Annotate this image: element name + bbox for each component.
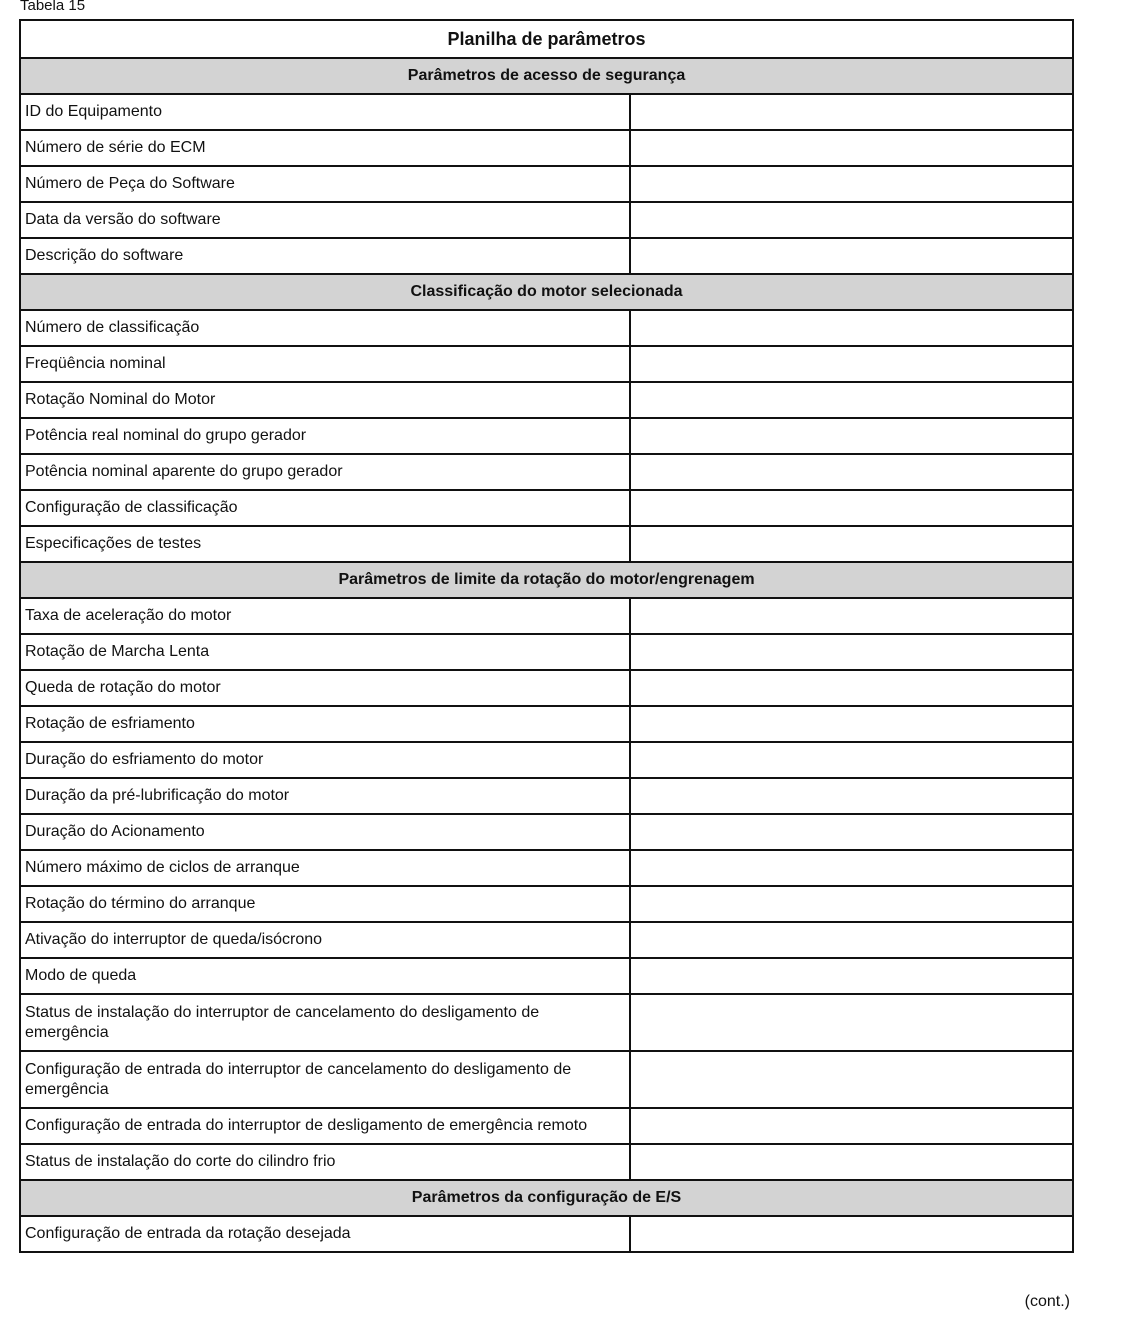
parameter-value-cell[interactable] bbox=[630, 814, 1073, 850]
parameter-label: Potência real nominal do grupo gerador bbox=[20, 418, 630, 454]
section-heading: Parâmetros da configuração de E/S bbox=[20, 1180, 1073, 1216]
parameter-value-cell[interactable] bbox=[630, 418, 1073, 454]
parameter-label: Número de classificação bbox=[20, 310, 630, 346]
parameter-label: Taxa de aceleração do motor bbox=[20, 598, 630, 634]
parameter-label: Número de Peça do Software bbox=[20, 166, 630, 202]
parameter-label: Rotação Nominal do Motor bbox=[20, 382, 630, 418]
parameter-label: Configuração de entrada da rotação desejada bbox=[20, 1216, 630, 1252]
section-heading: Parâmetros de acesso de segurança bbox=[20, 58, 1073, 94]
parameter-label: Modo de queda bbox=[20, 958, 630, 994]
parameter-row bbox=[20, 634, 1073, 670]
parameter-row bbox=[20, 598, 1073, 634]
parameter-label: Data da versão do software bbox=[20, 202, 630, 238]
section-heading: Parâmetros de limite da rotação do motor/engrenagem bbox=[20, 562, 1073, 598]
parameter-row bbox=[20, 706, 1073, 742]
parameter-row bbox=[20, 670, 1073, 706]
parameter-label: Configuração de entrada do interruptor de desligamento de emergência remoto bbox=[20, 1108, 630, 1144]
parameter-value-cell[interactable] bbox=[630, 850, 1073, 886]
parameter-value-cell[interactable] bbox=[630, 382, 1073, 418]
parameter-row bbox=[20, 958, 1073, 994]
section-heading-row bbox=[20, 274, 1073, 310]
parameter-value-cell[interactable] bbox=[630, 670, 1073, 706]
parameter-value-cell[interactable] bbox=[630, 130, 1073, 166]
parameter-label: Ativação do interruptor de queda/isócrono bbox=[20, 922, 630, 958]
parameter-value-cell[interactable] bbox=[630, 238, 1073, 274]
parameter-value-cell[interactable] bbox=[630, 346, 1073, 382]
parameter-label: Rotação do término do arranque bbox=[20, 886, 630, 922]
parameter-row bbox=[20, 418, 1073, 454]
parameter-label: Status de instalação do corte do cilindro frio bbox=[20, 1144, 630, 1180]
section-heading: Classificação do motor selecionada bbox=[20, 274, 1073, 310]
parameter-row bbox=[20, 1051, 1073, 1108]
parameter-value-cell[interactable] bbox=[630, 490, 1073, 526]
parameter-label: Descrição do software bbox=[20, 238, 630, 274]
parameter-row bbox=[20, 994, 1073, 1051]
continuation-note: (cont.) bbox=[1024, 1293, 1070, 1310]
parameter-row bbox=[20, 886, 1073, 922]
section-heading-row bbox=[20, 1180, 1073, 1216]
parameter-row bbox=[20, 1108, 1073, 1144]
parameter-row bbox=[20, 166, 1073, 202]
parameter-row bbox=[20, 94, 1073, 130]
parameter-row bbox=[20, 202, 1073, 238]
parameter-value-cell[interactable] bbox=[630, 886, 1073, 922]
parameter-value-cell[interactable] bbox=[630, 778, 1073, 814]
parameter-label: Rotação de esfriamento bbox=[20, 706, 630, 742]
parameter-value-cell[interactable] bbox=[630, 94, 1073, 130]
worksheet-body bbox=[20, 20, 1073, 1252]
section-heading-row bbox=[20, 58, 1073, 94]
parameter-row bbox=[20, 850, 1073, 886]
worksheet-title: Planilha de parâmetros bbox=[20, 20, 1073, 58]
parameter-label: Queda de rotação do motor bbox=[20, 670, 630, 706]
parameter-row bbox=[20, 454, 1073, 490]
parameter-value-cell[interactable] bbox=[630, 742, 1073, 778]
parameter-row bbox=[20, 490, 1073, 526]
parameter-label: Configuração de entrada do interruptor de cancelamento do desligamento de emergência bbox=[20, 1051, 630, 1108]
parameter-worksheet-table bbox=[19, 19, 1074, 1253]
parameter-row bbox=[20, 1216, 1073, 1252]
parameter-value-cell[interactable] bbox=[630, 706, 1073, 742]
parameter-row bbox=[20, 310, 1073, 346]
parameter-value-cell[interactable] bbox=[630, 1108, 1073, 1144]
worksheet-title-row bbox=[20, 20, 1073, 58]
parameter-row bbox=[20, 922, 1073, 958]
parameter-row bbox=[20, 130, 1073, 166]
parameter-row bbox=[20, 238, 1073, 274]
parameter-row bbox=[20, 382, 1073, 418]
parameter-value-cell[interactable] bbox=[630, 454, 1073, 490]
parameter-label: Potência nominal aparente do grupo gerador bbox=[20, 454, 630, 490]
parameter-value-cell[interactable] bbox=[630, 958, 1073, 994]
parameter-value-cell[interactable] bbox=[630, 202, 1073, 238]
parameter-value-cell[interactable] bbox=[630, 922, 1073, 958]
parameter-row bbox=[20, 346, 1073, 382]
parameter-row bbox=[20, 526, 1073, 562]
parameter-row bbox=[20, 1144, 1073, 1180]
parameter-label: Número máximo de ciclos de arranque bbox=[20, 850, 630, 886]
parameter-value-cell[interactable] bbox=[630, 526, 1073, 562]
parameter-label: ID do Equipamento bbox=[20, 94, 630, 130]
parameter-label: Número de série do ECM bbox=[20, 130, 630, 166]
parameter-row bbox=[20, 742, 1073, 778]
parameter-value-cell[interactable] bbox=[630, 1051, 1073, 1108]
parameter-value-cell[interactable] bbox=[630, 634, 1073, 670]
table-caption: Tabela 15 bbox=[20, 0, 86, 14]
parameter-label: Status de instalação do interruptor de cancelamento do desligamento de emergência bbox=[20, 994, 630, 1051]
parameter-label: Configuração de classificação bbox=[20, 490, 630, 526]
parameter-label: Duração do esfriamento do motor bbox=[20, 742, 630, 778]
parameter-value-cell[interactable] bbox=[630, 598, 1073, 634]
parameter-value-cell[interactable] bbox=[630, 166, 1073, 202]
parameter-value-cell[interactable] bbox=[630, 1144, 1073, 1180]
parameter-value-cell[interactable] bbox=[630, 1216, 1073, 1252]
parameter-label: Especificações de testes bbox=[20, 526, 630, 562]
parameter-label: Duração da pré-lubrificação do motor bbox=[20, 778, 630, 814]
parameter-row bbox=[20, 814, 1073, 850]
section-heading-row bbox=[20, 562, 1073, 598]
parameter-label: Duração do Acionamento bbox=[20, 814, 630, 850]
parameter-row bbox=[20, 778, 1073, 814]
parameter-label: Rotação de Marcha Lenta bbox=[20, 634, 630, 670]
parameter-value-cell[interactable] bbox=[630, 310, 1073, 346]
parameter-label: Freqüência nominal bbox=[20, 346, 630, 382]
parameter-value-cell[interactable] bbox=[630, 994, 1073, 1051]
